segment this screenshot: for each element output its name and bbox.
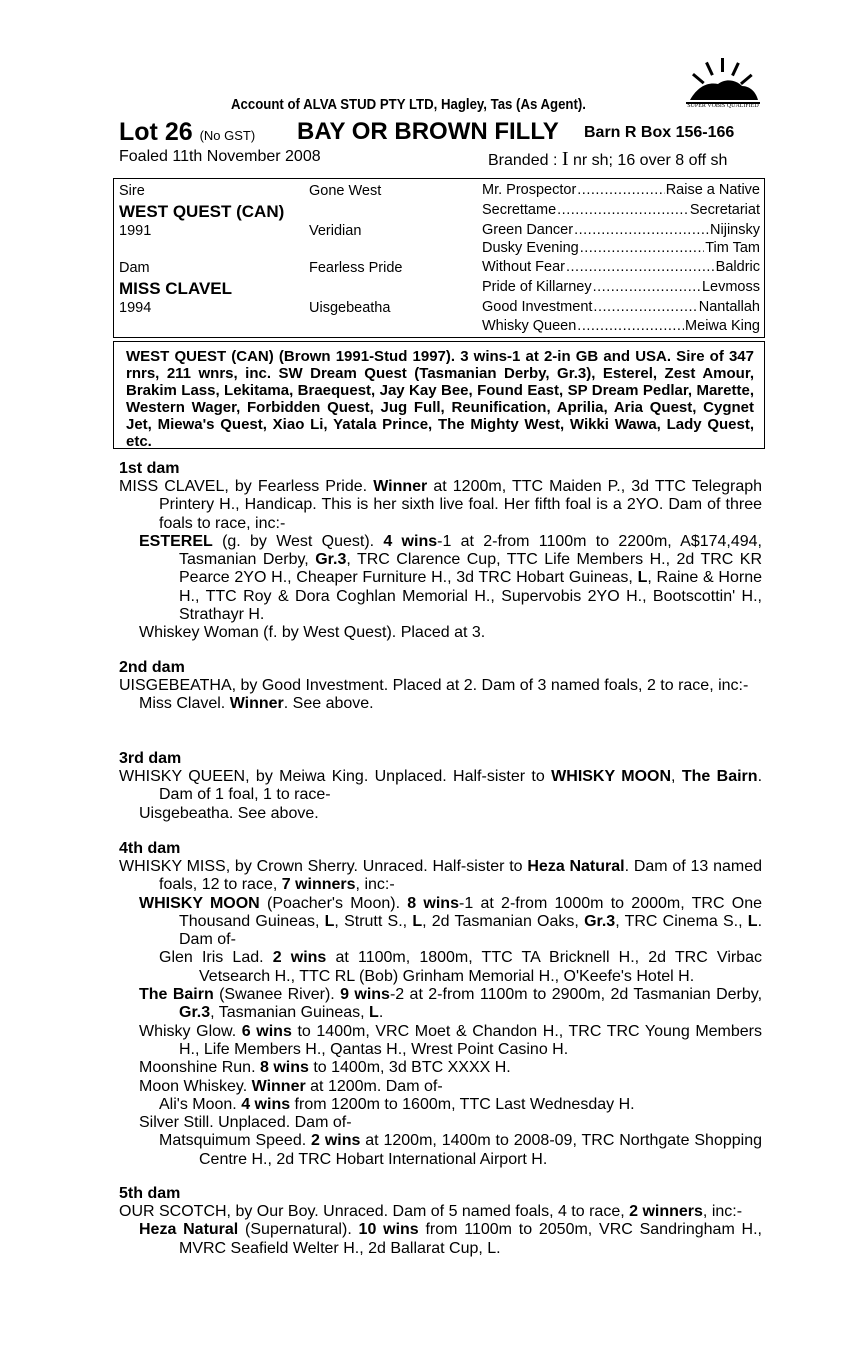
dam-paragraph: WHISKY QUEEN, by Meiwa King. Unplaced. Half-sister to WHISKY MOON, The Bairn. Dam of 1 foal, 1 to race- (119, 768, 763, 804)
logo-caption: SUPER VOBIS QUALIFIED (687, 103, 759, 109)
branded-label: Branded : (488, 152, 558, 169)
dam-sire: Fearless Pride (309, 260, 403, 276)
dam-paragraph: WHISKY MISS, by Crown Sherry. Unraced. Half-sister to Heza Natural. Dam of 13 named foals, 12 to race, 7 winners, inc:- (119, 858, 762, 894)
section-heading: 4th dam (119, 840, 181, 857)
third-dam-section (119, 750, 762, 823)
progeny-the-bairn: The Bairn (Swanee River). 9 wins-2 at 2-from 1100m to 2900m, 2d Tasmanian Derby, Gr.3, Tasmanian Guineas, L. (139, 986, 763, 1022)
progeny-alis-moon: Ali's Moon. 4 wins from 1200m to 1600m, TTC Last Wednesday H. (159, 1095, 635, 1113)
section-heading: 5th dam (119, 1185, 181, 1202)
dam-paragraph: OUR SCOTCH, by Our Boy. Unraced. Dam of 5 named foals, 4 to race, 2 winners, inc:- (119, 1203, 743, 1220)
sire-year: 1991 (119, 223, 152, 239)
sire-dam: Veridian (309, 223, 362, 239)
barn-location: Barn R Box 156-166 (584, 124, 735, 141)
progeny-silver-still: Silver Still. Unplaced. Dam of- (139, 1114, 352, 1132)
sire-name: WEST QUEST (CAN) (119, 202, 285, 221)
sire-summary: WEST QUEST (CAN) (Brown 1991-Stud 1997). 3 wins-1 at 2-in GB and USA. Sire of 347 rnrs, 211 wnrs, inc. SW Dream Quest (Tasmanian Derby, Gr.3), Esterel, Zest Amour, Brakim Lass, Lekitama, Braequest, Jay Kay Bee, Found East, SP Dream Pedlar, Marette, Western Wager, Forbidden Quest, Jug Full, Reunification, Aprilia, Aria Quest, Cygnet Jet, Miewa's Quest, Xiao Li, Yatala Prince, The Mighty West, Wikki Wawa, Lady Quest, etc. (113, 341, 765, 449)
progeny-moon-whiskey: Moon Whiskey. Winner at 1200m. Dam of- (139, 1077, 443, 1095)
gg-right: Nijinsky (710, 222, 760, 238)
progeny-heza-natural: Heza Natural (Supernatural). 10 wins from 1100m to 2050m, VRC Sandringham H., MVRC Seafield Welter H., 2d Ballarat Cup, L. (139, 1221, 762, 1257)
gg-row (482, 279, 760, 295)
progeny-matsquimum-speed: Matsquimum Speed. 2 wins at 1200m, 1400m to 2008-09, TRC Northgate Shopping Centre H., 2d TRC Hobart International Airport H. (159, 1132, 763, 1168)
dam-paragraph: UISGEBEATHA, by Good Investment. Placed at 2. Dam of 3 named foals, 2 to race, inc:- (119, 677, 749, 694)
progeny-whiskey-woman: Whiskey Woman (f. by West Quest). Placed at 3. (139, 624, 486, 642)
progeny-whisky-moon: WHISKY MOON (Poacher's Moon). 8 wins-1 at 2-from 1000m to 2000m, TRC One Thousand Guineas, L, Strutt S., L, 2d Tasmanian Oaks, Gr.3, TRC Cinema S., L. Dam of- (139, 894, 763, 949)
dam-paragraph: MISS CLAVEL, by Fearless Pride. Winner at 1200m, TTC Maiden P., 3d TTC Telegraph Printery H., Handicap. This is her sixth live foal. Her fifth foal is a 2YO. Dam of three foals to race, inc:- (119, 478, 763, 532)
gg-left: Green Dancer (482, 222, 574, 238)
gst-note: (No GST) (199, 128, 256, 143)
sire-sire: Gone West (309, 183, 382, 199)
fourth-dam-section (119, 840, 762, 1169)
gg-right: Meiwa King (685, 318, 760, 334)
progeny-moonshine-run: Moonshine Run. 8 wins to 1400m, 3d BTC XXXX H. (139, 1059, 511, 1077)
gg-right: Tim Tam (705, 240, 760, 256)
gg-row (482, 202, 760, 218)
gg-row (482, 259, 760, 275)
section-heading: 1st dam (119, 460, 180, 477)
gg-left: Pride of Killarney (482, 279, 592, 295)
lot-number (119, 118, 255, 147)
progeny-whisky-glow: Whisky Glow. 6 wins to 1400m, VRC Moet & Chandon H., TRC TRC Young Members H., Life Members H., Qantas H., Wrest Point Casino H. (139, 1022, 763, 1058)
section-heading: 2nd dam (119, 659, 185, 676)
dam-year: 1994 (119, 300, 152, 316)
dam-name: MISS CLAVEL (119, 279, 233, 298)
gg-right: Raise a Native (665, 182, 760, 198)
branded-info (488, 148, 727, 171)
fifth-dam-section (119, 1185, 762, 1258)
section-heading: 3rd dam (119, 750, 182, 767)
gg-row (482, 240, 760, 256)
vendor-account: Account of ALVA STUD PTY LTD, Hagley, Tas (As Agent). (231, 96, 586, 113)
horse-title: BAY OR BROWN FILLY (297, 118, 559, 145)
gg-left: Without Fear (482, 259, 565, 275)
gg-row (482, 182, 760, 198)
gg-left: Dusky Evening (482, 240, 579, 256)
brand-mark: I (561, 148, 569, 170)
progeny-uisgebeatha: Uisgebeatha. See above. (139, 804, 319, 822)
gg-right: Levmoss (701, 279, 760, 295)
gg-row (482, 299, 760, 315)
dam-label: Dam (119, 260, 150, 276)
sire-label: Sire (119, 183, 145, 199)
gg-left: Secrettame (482, 202, 557, 218)
foaled-date: Foaled 11th November 2008 (119, 148, 321, 165)
progeny-glen-iris-lad: Glen Iris Lad. 2 wins at 1100m, 1800m, TTC TA Bricknell H., 2d TRC Virbac Vetsearch H., TTC RL (Bob) Grinham Memorial H., O'Keefe's Hotel H. (159, 949, 762, 985)
gg-row (482, 222, 760, 238)
progeny-esterel: ESTEREL (g. by West Quest). 4 wins-1 at 2-from 1100m to 2200m, A$174,494, Tasmanian Derby, Gr.3, TRC Clarence Cup, TTC Life Members H., 2d TRC KR Pearce 2YO H., Cheaper Furniture H., 3d TRC Hobart Guineas, L, Raine & Horne H., TTC Roy & Dora Coghlan Memorial H., Supervobis 2YO H., Bootscottin' H., Strathayr H. (139, 532, 763, 624)
dam-dam: Uisgebeatha (309, 300, 391, 316)
gg-row (482, 318, 760, 334)
first-dam-section (119, 460, 762, 643)
gg-left: Good Investment (482, 299, 593, 315)
gg-left: Mr. Prospector (482, 182, 577, 198)
second-dam-section (119, 659, 762, 714)
gg-right: Secretariat (689, 202, 760, 218)
branded-text: nr sh; 16 over 8 off sh (572, 152, 728, 169)
gg-right: Baldric (715, 259, 760, 275)
progeny-miss-clavel: Miss Clavel. Winner. See above. (139, 695, 374, 713)
gg-left: Whisky Queen (482, 318, 577, 334)
lot-label: Lot 26 (119, 118, 193, 146)
gg-right: Nantallah (698, 299, 760, 315)
